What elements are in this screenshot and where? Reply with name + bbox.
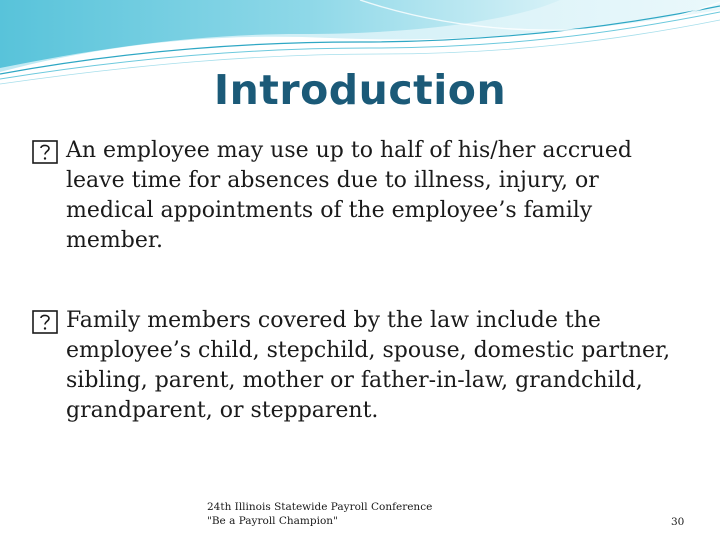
bullet-list	[32, 136, 682, 476]
bullet-item	[32, 306, 682, 426]
footer-tagline: "Be a Payroll Champion"	[207, 515, 338, 527]
footer-text	[207, 500, 432, 528]
page-number: 30	[671, 516, 685, 528]
slide-title: Introduction	[213, 66, 507, 114]
missing-glyph-icon	[32, 310, 58, 334]
bullet-item	[32, 136, 682, 256]
bullet-text: An employee may use up to half of his/her accrued leave time for absences due to illness, injury, or medical appointments of the employee’s family member.	[66, 138, 632, 253]
footer-conference-name: 24th Illinois Statewide Payroll Conference	[207, 501, 433, 513]
bullet-text: Family members covered by the law include the employee’s child, stepchild, spouse, domestic partner, sibling, parent, mother or father-in-law, grandchild, grandparent, or stepparent.	[66, 308, 671, 423]
missing-glyph-icon	[32, 140, 58, 164]
